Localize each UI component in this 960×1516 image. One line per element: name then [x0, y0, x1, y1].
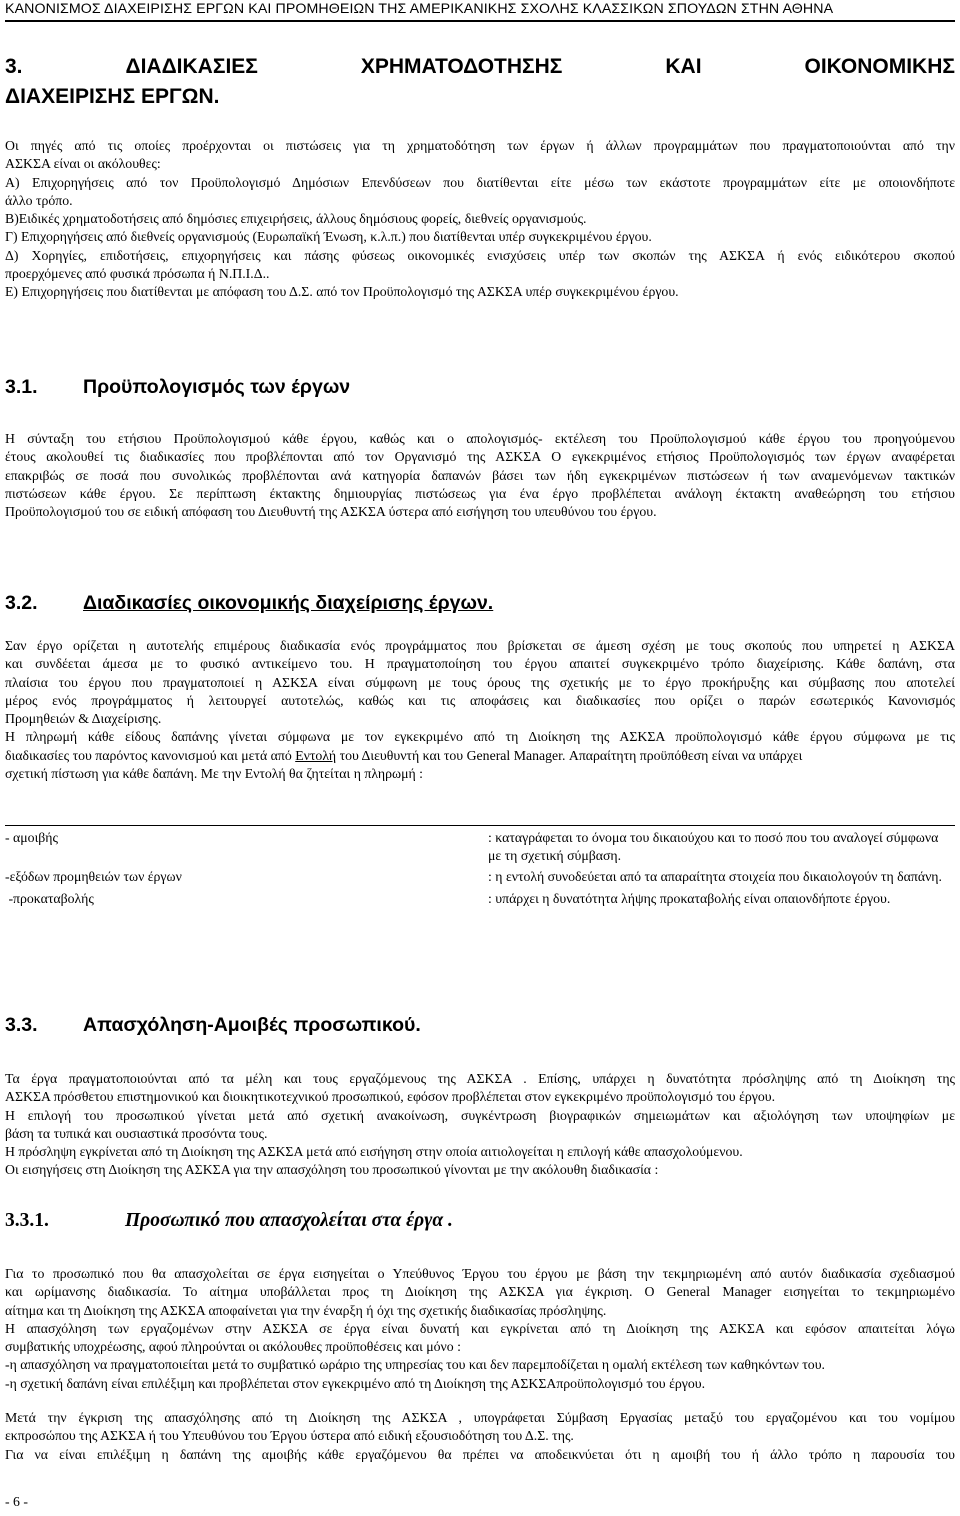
section-3-3-1-body: [5, 1265, 955, 1393]
text-line: πιστώσεων κάθε έργου. Σε περίπτωση έκτακτης δημιουργίας πιστώσεως για ένα έργο προβλέπεται ανάλογη έκτακτη αναθεώρηση του ετήσιου: [5, 485, 955, 501]
section-title: Προϋπολογισμός των έργων: [83, 376, 351, 398]
section-3-1-body: [5, 430, 955, 521]
item-key: -εξόδων προμηθειών των έργων: [5, 868, 182, 884]
text-line: Η σύνταξη του ετήσιου Προϋπολογισμού κάθε έργου, καθώς και ο απολογισμός- εκτέλεση του Προϋπολογισμού κάθε έργου του προηγούμενου: [5, 431, 955, 446]
heading-line-2: ΔΙΑΧΕΙΡΙΣΗΣ ΕΡΓΩΝ.: [5, 85, 220, 108]
table-top-rule: [5, 825, 955, 826]
text-line: Η απασχόληση των εργαζομένων στην ΑΣΚΣΑ σε έργα είναι δυνατή και εγκρίνεται από τη Διοίκηση της ΑΣΚΣΑ και εφόσον απαιτείται λόγω: [5, 1320, 955, 1336]
section-3-3-1-heading: [5, 1210, 955, 1232]
section-3-2-heading: [5, 592, 955, 615]
text-line: βάση τα τυπικά και ουσιαστικά προσόντα τους.: [5, 1125, 268, 1141]
text-line: επακριβώς σε ποσά που συνολικώς προβλέπονται ανά κατηγορία δαπανών βάσει των ήδη εγκεκριμένων πιστώσεων ή των αναμενόμενων τακτικών: [5, 467, 955, 483]
section-title: Διαδικασίες οικονομικής διαχείρισης έργων.: [83, 592, 494, 614]
text-line: Σαν έργο ορίζεται η αυτοτελής επιμέρους διαδικασία ενός προγράμματος που βρίσκεται σε άμεση σχέση με τους σκοπούς που υπηρετεί η ΑΣΚΣΑ: [5, 638, 955, 653]
heading-word: ΔΙΑΔΙΚΑΣΙΕΣ: [125, 55, 258, 78]
text-line: [5, 747, 955, 765]
heading-word: 3.: [5, 55, 23, 78]
item-value: : η εντολή συνοδεύεται από τα απαραίτητα στοιχεία που δικαιολογούν τη δαπάνη.: [488, 868, 942, 884]
heading-word: ΟΙΚΟΝΟΜΙΚΗΣ: [804, 55, 955, 78]
section-3-3-heading: [5, 1014, 955, 1037]
text-line: εκπροσώπου της ΑΣΚΣΑ ή του Υπευθύνου του Έργου ύστερα από ειδική εξουσιοδότηση του Δ.Σ. της.: [5, 1428, 574, 1444]
payment-items-table: [5, 829, 953, 908]
order-term: Εντολή: [295, 747, 337, 763]
text-line: Η επιλογή του προσωπικού γίνεται μετά από σχετική ανακοίνωση, συγκέντρωση βιογραφικών σημειωμάτων και αξιολόγηση των υποψηφίων με: [5, 1107, 955, 1123]
text-line: ΑΣΚΣΑ πρόσθετου επιστημονικού και διοικητικοτεχνικού προσωπικού, εφόσον προβλέπεται στον εγκεκριμένο προϋπολογισμό του έργου.: [5, 1089, 776, 1105]
text-fragment: διαδικασίες του παρόντος κανονισμού και μετά από: [5, 747, 292, 763]
text-line: Προμηθειών & Διαχείρισης.: [5, 711, 162, 727]
text-line: πλαίσια του έργου που πραγματοποιεί η ΑΣΚΣΑ είναι σύμφωνη με τους όρους της σχετικής με το έργο προκήρυξης και σύμβασης που αποτελεί: [5, 674, 955, 690]
text-line: Η πληρωμή κάθε είδους δαπάνης γίνεται σύμφωνα με τον εγκεκριμένο από τη Διοίκηση της ΑΣΚΣΑ προϋπολογισμό κάθε έργου σύμφωνα με τις: [5, 729, 955, 745]
section-3-heading: [5, 52, 955, 112]
text-line: -η απασχόληση να πραγματοποιείται μετά το συμβατικό ωράριο της υπηρεσίας του και δεν παρεμποδίζεται η ομαλή εκτέλεση των καθηκόντων του.: [5, 1357, 825, 1373]
text-line: προερχόμενες από φυσικά πρόσωπα ή Ν.Π.Ι.Δ..: [5, 266, 270, 282]
item-value: : υπάρχει η δυνατότητα λήψης προκαταβολής είναι οπαιονδήποτε έργου.: [488, 890, 891, 906]
item-key: -προκαταβολής: [5, 890, 94, 906]
header-title: ΚΑΝΟΝΙΣΜΟΣ ΔΙΑΧΕΙΡΙΣΗΣ ΕΡΓΩΝ ΚΑΙ ΠΡΟΜΗΘΕΙΩΝ ΤΗΣ ΑΜΕΡΙΚΑΝΙΚΗΣ ΣΧΟΛΗΣ ΚΛΑΣΣΙΚΩΝ ΣΠΟΥΔΩΝ ΣΤΗΝ ΑΘΗΝΑ: [5, 1, 834, 17]
section-title: Απασχόληση-Αμοιβές προσωπικού.: [83, 1014, 421, 1036]
text-line: αίτημα και τη Διοίκηση της ΑΣΚΣΑ αποφαίνεται για την έναρξη ή όχι της σχετικής διαδικασίας πρόσληψης.: [5, 1302, 607, 1318]
section-3-1-heading: [5, 376, 955, 399]
page-number: - 6 -: [5, 1494, 28, 1509]
text-line: και συνδέεται άμεσα με το φυσικό αντικείμενο του. Η πραγματοποίηση του έργου απαιτεί συγκεκριμένο τρόπο διαχείρισης. Κάθε δαπάνη, στα: [5, 656, 955, 672]
text-line: Για το προσωπικό που θα απασχολείται σε έργα εισηγείται ο Υπεύθυνος Έργου του έργου με βάση την τεκμηριωμένη από αυτόν διαδικασία σχεδιασμού: [5, 1266, 955, 1281]
section-3-2-body: [5, 637, 955, 783]
text-line: -η σχετική δαπάνη είναι επιλέξιμη και προβλέπεται στον εγκεκριμένο από τη Διοίκηση της ΑΣΚΣΑπροϋπολογισμό του έργου.: [5, 1375, 706, 1391]
text-line: Η πρόσληψη εγκρίνεται από τη Διοίκηση της ΑΣΚΣΑ μετά από εισήγηση στην οποία αιτιολογείται η επιλογή κάθε απασχολούμενου.: [5, 1144, 743, 1160]
section-number: 3.2.: [5, 592, 38, 614]
table-row: [5, 866, 953, 886]
text-line: συμβατικής υποχρέωσης, αφού πληρούνται οι ακόλουθες προϋποθέσεις και μόνο :: [5, 1339, 461, 1355]
text-line: Α) Επιχορηγήσεις από τον Προϋπολογισμό Δημόσιων Επενδύσεων που διατίθενται είτε μέσω των εκάστοτε προγραμμάτων είτε με οποιονδήποτε: [5, 174, 955, 190]
item-key: - αμοιβής: [5, 830, 58, 845]
text-line: Οι πηγές από τις οποίες προέρχονται οι πιστώσεις για τη χρηματοδότηση των έργων ή άλλων προγραμμάτων που πραγματοποιούνται από την: [5, 138, 955, 153]
text-line: και ωρίμανσης διαδικασία. Το αίτημα υποβάλλεται προς τη Διοίκηση της ΑΣΚΣΑ για έγκριση. Ο General Manager εισηγείται το τεκμηριωμένο: [5, 1284, 955, 1300]
heading-word: ΧΡΗΜΑΤΟΔΟΤΗΣΗΣ: [360, 55, 563, 78]
text-line: μέρος ενός προγράμματος ή λειτουργεί αυτοτελώς, καθώς και τις αποφάσεις και διαδικασίες που ορίζει ο παρών εσωτερικός Κανονισμός: [5, 692, 955, 708]
text-line: Β)Ειδικές χρηματοδοτήσεις από δημόσιες επιχειρήσεις, άλλους δημόσιους φορείς, διεθνείς οργανισμούς.: [5, 211, 587, 227]
text-line: Δ) Χορηγίες, επιδοτήσεις, επιχορηγήσεις και πάσης φύσεως οικονομικές ενισχύσεις υπέρ των σκοπών της ΑΣΚΣΑ ή ενός ειδικότερου σκοπού: [5, 247, 955, 263]
item-value: : καταγράφεται το όνομα του δικαιούχου και το ποσό που του αναλογεί σύμφωνα με τη σχετική σύμβαση.: [488, 830, 939, 864]
text-line: Οι εισηγήσεις στη Διοίκηση της ΑΣΚΣΑ για την απασχόληση του προσωπικού γίνονται με την ακόλουθη διαδικασία :: [5, 1162, 659, 1178]
section-3-3-body: [5, 1070, 955, 1180]
heading-word: ΚΑΙ: [665, 55, 702, 78]
section-number: 3.3.1.: [5, 1210, 49, 1231]
section-title: Προσωπικό που απασχολείται στα έργα .: [125, 1210, 453, 1231]
text-line: σχετική πίστωση για κάθε δαπάνη. Με την Εντολή θα ζητείται η πληρωμή :: [5, 766, 423, 782]
text-line: άλλο τρόπο.: [5, 192, 73, 208]
section-3-3-1-body-2: [5, 1409, 955, 1464]
section-3-intro: [5, 137, 955, 302]
text-line: Μετά την έγκριση της απασχόλησης από τη Διοίκηση της ΑΣΚΣΑ , υπογράφεται Σύμβαση Εργασίας μεταξύ του εργαζομένου και του νομίμου: [5, 1410, 955, 1425]
section-number: 3.1.: [5, 376, 38, 398]
text-line: Για να είναι επιλέξιμη η δαπάνη της αμοιβής κάθε εργαζόμενου θα πρέπει να αποδεικνύεται ότι η αμοιβή του ή άλλο τρόπο η παρουσία του: [5, 1446, 955, 1462]
text-line: Προϋπολογισμού του σε ειδική απόφαση του Διευθυντή της ΑΣΚΣΑ ύστερα από εισήγηση του υπευθύνου του έργου.: [5, 504, 657, 520]
page-header: [5, 0, 955, 22]
text-line: Ε) Επιχορηγήσεις που διατίθενται με απόφαση του Δ.Σ. από τον Προϋπολογισμό της ΑΣΚΣΑ υπέρ συγκεκριμένου έργου.: [5, 284, 679, 300]
text-line: ΑΣΚΣΑ είναι οι ακόλουθες:: [5, 156, 161, 172]
text-line: έτους ακολουθεί τις διαδικασίες που προβλέπονται από τον Οργανισμό της ΑΣΚΣΑ Ο εγκεκριμένος ετήσιος Προϋπολογισμός των έργων αναφέρεται: [5, 449, 955, 465]
section-number: 3.3.: [5, 1014, 38, 1036]
text-fragment: του Διευθυντή και του General Manager. Απαραίτητη προϋπόθεση είναι να υπάρχει: [339, 747, 803, 763]
text-line: Γ) Επιχορηγήσεις από διεθνείς οργανισμούς (Ευρωπαϊκή Ένωση, κ.λ.π.) που διατίθενται υπέρ συγκεκριμένου έργου.: [5, 229, 652, 245]
text-line: Τα έργα πραγματοποιούνται από τα μέλη και τους εργαζόμενους της ΑΣΚΣΑ . Επίσης, υπάρχει η δυνατότητα πρόσληψης από τη Διοίκηση της: [5, 1071, 955, 1086]
table-row: [5, 886, 953, 908]
table-row: [5, 829, 953, 866]
